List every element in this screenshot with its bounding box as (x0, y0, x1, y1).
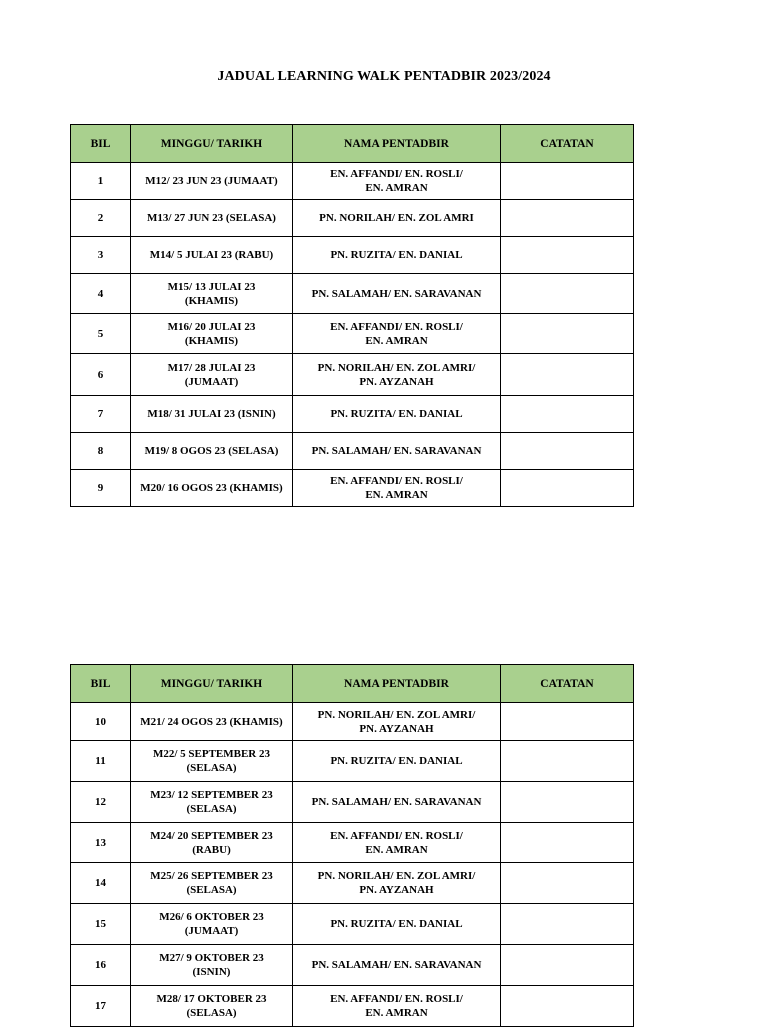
header-bil: BIL (71, 665, 131, 703)
table-row (71, 354, 634, 396)
cell-nama-pentadbir: EN. AFFANDI/ EN. ROSLI/ EN. AMRAN (293, 163, 501, 200)
cell-catatan (501, 314, 634, 354)
cell-nama-pentadbir: EN. AFFANDI/ EN. ROSLI/ EN. AMRAN (293, 470, 501, 507)
cell-minggu-tarikh: M13/ 27 JUN 23 (SELASA) (131, 200, 293, 237)
table-row (71, 945, 634, 986)
table-row (71, 200, 634, 237)
cell-catatan (501, 904, 634, 945)
cell-minggu-tarikh: M24/ 20 SEPTEMBER 23 (RABU) (131, 823, 293, 863)
cell-minggu-tarikh: M17/ 28 JULAI 23 (JUMAAT) (131, 354, 293, 396)
cell-nama-pentadbir: PN. RUZITA/ EN. DANIAL (293, 237, 501, 274)
header-nama: NAMA PENTADBIR (293, 125, 501, 163)
cell-bil: 8 (71, 433, 131, 470)
table-row (71, 986, 634, 1027)
cell-minggu-tarikh: M23/ 12 SEPTEMBER 23 (SELASA) (131, 782, 293, 823)
cell-bil: 14 (71, 863, 131, 904)
schedule-table-1 (70, 124, 634, 507)
header-minggu: MINGGU/ TARIKH (131, 665, 293, 703)
cell-minggu-tarikh: M20/ 16 OGOS 23 (KHAMIS) (131, 470, 293, 507)
cell-bil: 2 (71, 200, 131, 237)
cell-catatan (501, 433, 634, 470)
cell-nama-pentadbir: PN. NORILAH/ EN. ZOL AMRI/ PN. AYZANAH (293, 703, 501, 741)
header-nama: NAMA PENTADBIR (293, 665, 501, 703)
cell-nama-pentadbir: EN. AFFANDI/ EN. ROSLI/ EN. AMRAN (293, 986, 501, 1027)
cell-nama-pentadbir: PN. SALAMAH/ EN. SARAVANAN (293, 433, 501, 470)
table-row (71, 863, 634, 904)
cell-catatan (501, 823, 634, 863)
table-body-2 (71, 703, 634, 1027)
cell-catatan (501, 470, 634, 507)
cell-bil: 1 (71, 163, 131, 200)
table-row (71, 904, 634, 945)
document-title: JADUAL LEARNING WALK PENTADBIR 2023/2024 (217, 69, 551, 84)
cell-catatan (501, 274, 634, 314)
cell-minggu-tarikh: M25/ 26 SEPTEMBER 23 (SELASA) (131, 863, 293, 904)
cell-nama-pentadbir: PN. RUZITA/ EN. DANIAL (293, 741, 501, 782)
schedule-table-2 (70, 664, 634, 1027)
cell-minggu-tarikh: M14/ 5 JULAI 23 (RABU) (131, 237, 293, 274)
cell-catatan (501, 200, 634, 237)
cell-catatan (501, 163, 634, 200)
cell-minggu-tarikh: M12/ 23 JUN 23 (JUMAAT) (131, 163, 293, 200)
cell-catatan (501, 237, 634, 274)
cell-minggu-tarikh: M28/ 17 OKTOBER 23 (SELASA) (131, 986, 293, 1027)
cell-bil: 7 (71, 396, 131, 433)
table-header-row (71, 125, 634, 163)
cell-bil: 9 (71, 470, 131, 507)
cell-catatan (501, 354, 634, 396)
cell-nama-pentadbir: PN. NORILAH/ EN. ZOL AMRI (293, 200, 501, 237)
cell-minggu-tarikh: M15/ 13 JULAI 23 (KHAMIS) (131, 274, 293, 314)
header-bil: BIL (71, 125, 131, 163)
cell-catatan (501, 945, 634, 986)
cell-nama-pentadbir: PN. SALAMAH/ EN. SARAVANAN (293, 945, 501, 986)
cell-bil: 6 (71, 354, 131, 396)
cell-nama-pentadbir: PN. SALAMAH/ EN. SARAVANAN (293, 782, 501, 823)
cell-nama-pentadbir: EN. AFFANDI/ EN. ROSLI/ EN. AMRAN (293, 823, 501, 863)
cell-nama-pentadbir: PN. RUZITA/ EN. DANIAL (293, 396, 501, 433)
table-body-1 (71, 163, 634, 507)
cell-bil: 12 (71, 782, 131, 823)
table-row (71, 237, 634, 274)
cell-minggu-tarikh: M27/ 9 OKTOBER 23 (ISNIN) (131, 945, 293, 986)
cell-nama-pentadbir: PN. NORILAH/ EN. ZOL AMRI/ PN. AYZANAH (293, 354, 501, 396)
cell-minggu-tarikh: M26/ 6 OKTOBER 23 (JUMAAT) (131, 904, 293, 945)
table-row (71, 782, 634, 823)
cell-minggu-tarikh: M22/ 5 SEPTEMBER 23 (SELASA) (131, 741, 293, 782)
cell-catatan (501, 863, 634, 904)
cell-bil: 13 (71, 823, 131, 863)
cell-bil: 16 (71, 945, 131, 986)
table-row (71, 274, 634, 314)
header-catatan: CATATAN (501, 665, 634, 703)
cell-minggu-tarikh: M16/ 20 JULAI 23 (KHAMIS) (131, 314, 293, 354)
cell-bil: 15 (71, 904, 131, 945)
table-row (71, 433, 634, 470)
header-catatan: CATATAN (501, 125, 634, 163)
cell-bil: 4 (71, 274, 131, 314)
cell-catatan (501, 986, 634, 1027)
cell-nama-pentadbir: EN. AFFANDI/ EN. ROSLI/ EN. AMRAN (293, 314, 501, 354)
cell-catatan (501, 703, 634, 741)
cell-bil: 11 (71, 741, 131, 782)
cell-catatan (501, 741, 634, 782)
cell-nama-pentadbir: PN. SALAMAH/ EN. SARAVANAN (293, 274, 501, 314)
header-minggu: MINGGU/ TARIKH (131, 125, 293, 163)
table-row (71, 703, 634, 741)
cell-minggu-tarikh: M18/ 31 JULAI 23 (ISNIN) (131, 396, 293, 433)
table-row (71, 163, 634, 200)
cell-catatan (501, 396, 634, 433)
cell-catatan (501, 782, 634, 823)
cell-bil: 10 (71, 703, 131, 741)
table-row (71, 741, 634, 782)
cell-bil: 17 (71, 986, 131, 1027)
cell-bil: 5 (71, 314, 131, 354)
table-row (71, 314, 634, 354)
cell-nama-pentadbir: PN. RUZITA/ EN. DANIAL (293, 904, 501, 945)
cell-minggu-tarikh: M21/ 24 OGOS 23 (KHAMIS) (131, 703, 293, 741)
table-header-row (71, 665, 634, 703)
cell-nama-pentadbir: PN. NORILAH/ EN. ZOL AMRI/ PN. AYZANAH (293, 863, 501, 904)
table-row (71, 470, 634, 507)
table-row (71, 823, 634, 863)
cell-minggu-tarikh: M19/ 8 OGOS 23 (SELASA) (131, 433, 293, 470)
table-row (71, 396, 634, 433)
cell-bil: 3 (71, 237, 131, 274)
